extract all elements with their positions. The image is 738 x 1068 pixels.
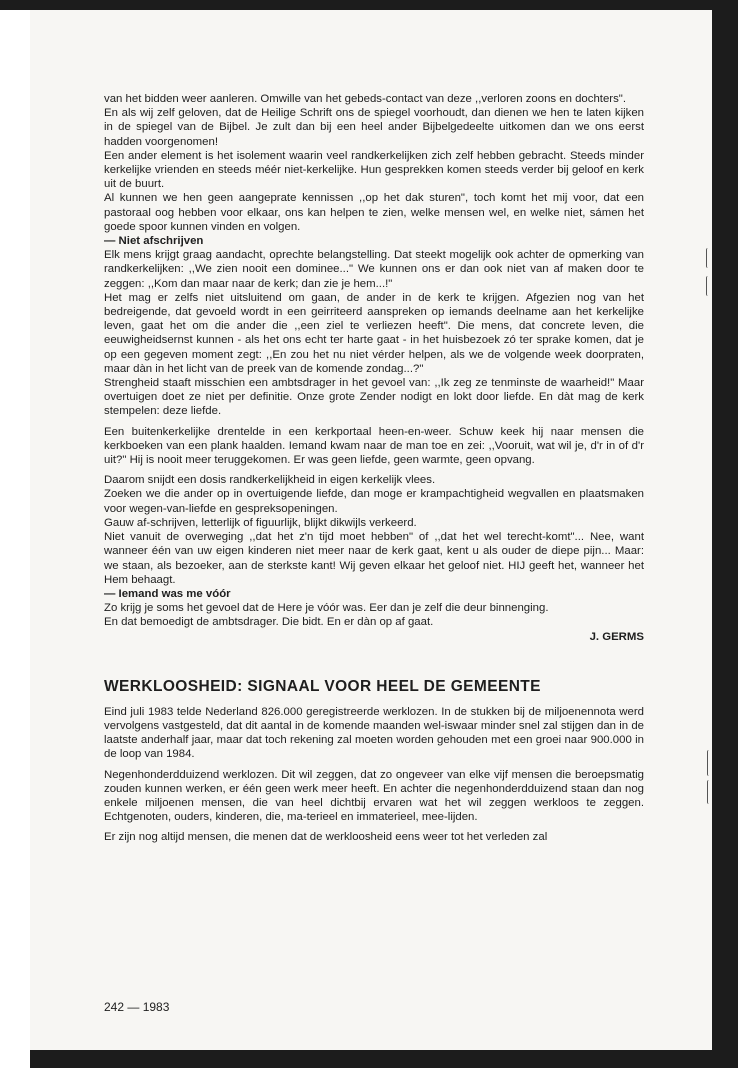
paragraph: Eind juli 1983 telde Nederland 826.000 geregistreerde werklozen. In de stukken bij de miljoenennota werd vervolgens vastgesteld, dat dit aantal in de komende maanden wel-iswaar minder snel zal stijgen dan in de laatste anderhalf jaar, maar dat toch rekening zal moeten worden gehouden met een groei naar 900.000 in de loop van 1984.: [104, 705, 644, 761]
paragraph: van het bidden weer aanleren. Omwille van het gebeds-contact van deze ,,verloren zoons en dochters".: [104, 93, 626, 105]
paragraph: Al kunnen we hen geen aangeprate kennissen ,,op het dak sturen", toch komt het mij voor, dat een pastoraal oog hebben voor elkaar, ons kan helpen te zien, welke mensen wel, en welke niet, sámen het goede spoor kunnen vinden en volgen.: [104, 192, 644, 233]
paragraph: Zo krijg je soms het gevoel dat de Here je vóór was. Eer dan je zelf die deur binnenging.: [104, 602, 549, 615]
paragraph: Strengheid staaft misschien een ambtsdrager in het gevoel van: ,,Ik zeg ze tenminste de waarheid!" Maar overtuigen doet ze niet per definitie. Onze grote Zender nodigt en lokt door liefde. En dàt mag de kerk stempelen: deze liefde.: [104, 377, 644, 418]
paragraph: Elk mens krijgt graag aandacht, oprechte belangstelling. Dat steekt mogelijk ook achter de opmerking van randkerkelijken: ,,We zien nooit een dominee..." We kunnen ons er dan ook niet van af maken door te zeggen: ,,Kom dan maar naar de kerk; dan zie je hem...!": [104, 249, 644, 290]
margin-mark: [706, 276, 710, 296]
paragraph: Een buitenkerkelijke drentelde in een kerkportaal heen-en-weer. Schuw keek hij naar mensen die kerkboeken van een plank haalden. Iemand kwam naar de man toe en zei: ,,Vooruit, wat wil je, d'r in of d'r uit?" Hij is nooit meer teruggekomen. Er was geen liefde, geen warmte, geen opvang.: [104, 425, 644, 467]
article-title: WERKLOOSHEID: SIGNAAL VOOR HEEL DE GEMEENTE: [104, 677, 541, 695]
margin-mark: [707, 780, 711, 804]
paragraph: Er zijn nog altijd mensen, die menen dat de werkloosheid eens weer tot het verleden zal: [104, 831, 548, 844]
page-number: 242 — 1983: [104, 1000, 170, 1014]
author-signature: J. GERMS: [589, 630, 644, 643]
paragraph: Een ander element is het isolement waarin veel randkerkelijken zich zelf hebben gebracht. Steeds minder kerkelijke vrienden en steeds méér niet-kerkelijke. Hun gesprekken komen steeds verder bij geloof en kerk uit de buurt.: [104, 149, 644, 191]
subheading-niet-afschrijven: — Niet afschrijven: [104, 235, 204, 248]
scan-edge-bottom: [30, 1050, 738, 1068]
article-body: [104, 92, 644, 845]
paragraph: Daarom snijdt een dosis randkerkelijkheid in eigen kerkelijk vlees.: [104, 474, 436, 487]
paragraph: En als wij zelf geloven, dat de Heilige Schrift ons de spiegel voorhoudt, dan dienen we hen te laten kijken in de spiegel van de Bijbel. Je zult dan bij een heel ander Bijbelgedeelte uitkomen dan we ons eerst hadden voorgenomen!: [104, 107, 644, 148]
margin-mark: [706, 248, 710, 268]
margin-mark: [707, 750, 711, 776]
paragraph: Zoeken we die ander op in overtuigende liefde, dan moge er krampachtigheid wegvallen en plaatsmaken voor wegen-van-liefde en gespreksopeningen.: [104, 488, 644, 515]
paragraph: Het mag er zelfs niet uitsluitend om gaan, de ander in de kerk te krijgen. Afgezien nog van het bedreigende, dat gevoeld wordt in een geirriteerd aanspreken op iemands deelname aan het kerkelijke leven, gaat het om die ander die ,,een ziel te verliezen heeft". Die mens, dat concrete leven, die eeuwigheidsernst kunnen - als het ons echt ter harte gaat - in het huisbezoek zó ter sprake komen, dat je op een gegeven moment zegt: ,,En zou het nu niet vérder helpen, als we de volgende week doorpraten, maar dàn in het licht van de preek van de komende zondag...?": [104, 291, 644, 375]
paragraph: Niet vanuit de overweging ,,dat het z'n tijd moet hebben" of ,,dat het wel terecht-komt"... Nee, want wanneer één van uw eigen kinderen niet meer naar de kerk gaat, kent u als ouder de diepe pijn... Maar: we staan, als bezoeker, aan de sterkste kant! Wij geven elkaar het geloof niet. HIJ geeft het, wanneer het Hem behaagt.: [104, 531, 644, 586]
paragraph: En dat bemoedigt de ambtsdrager. Die bidt. En er dàn op af gaat.: [104, 616, 434, 629]
scan-edge-right: [712, 0, 738, 1068]
paragraph: Gauw af-schrijven, letterlijk of figuurlijk, blijkt dikwijls verkeerd.: [104, 516, 417, 529]
paragraph: Negenhonderdduizend werklozen. Dit wil zeggen, dat zo ongeveer van elke vijf mensen die beroepsmatig zouden kunnen werken, er één geen werk meer heeft. En achter die negenhonderdduizend staan dan nog enkele miljoenen mensen, die van heel dichtbij ervaren wat het wil zeggen werkloos te zeggen. Echtgenoten, ouders, kinderen, die, ma-terieel en immaterieel, mee-lijden.: [104, 768, 644, 824]
scan-edge-top: [0, 0, 738, 10]
subheading-iemand-was-me-voor: — Iemand was me vóór: [104, 587, 231, 600]
